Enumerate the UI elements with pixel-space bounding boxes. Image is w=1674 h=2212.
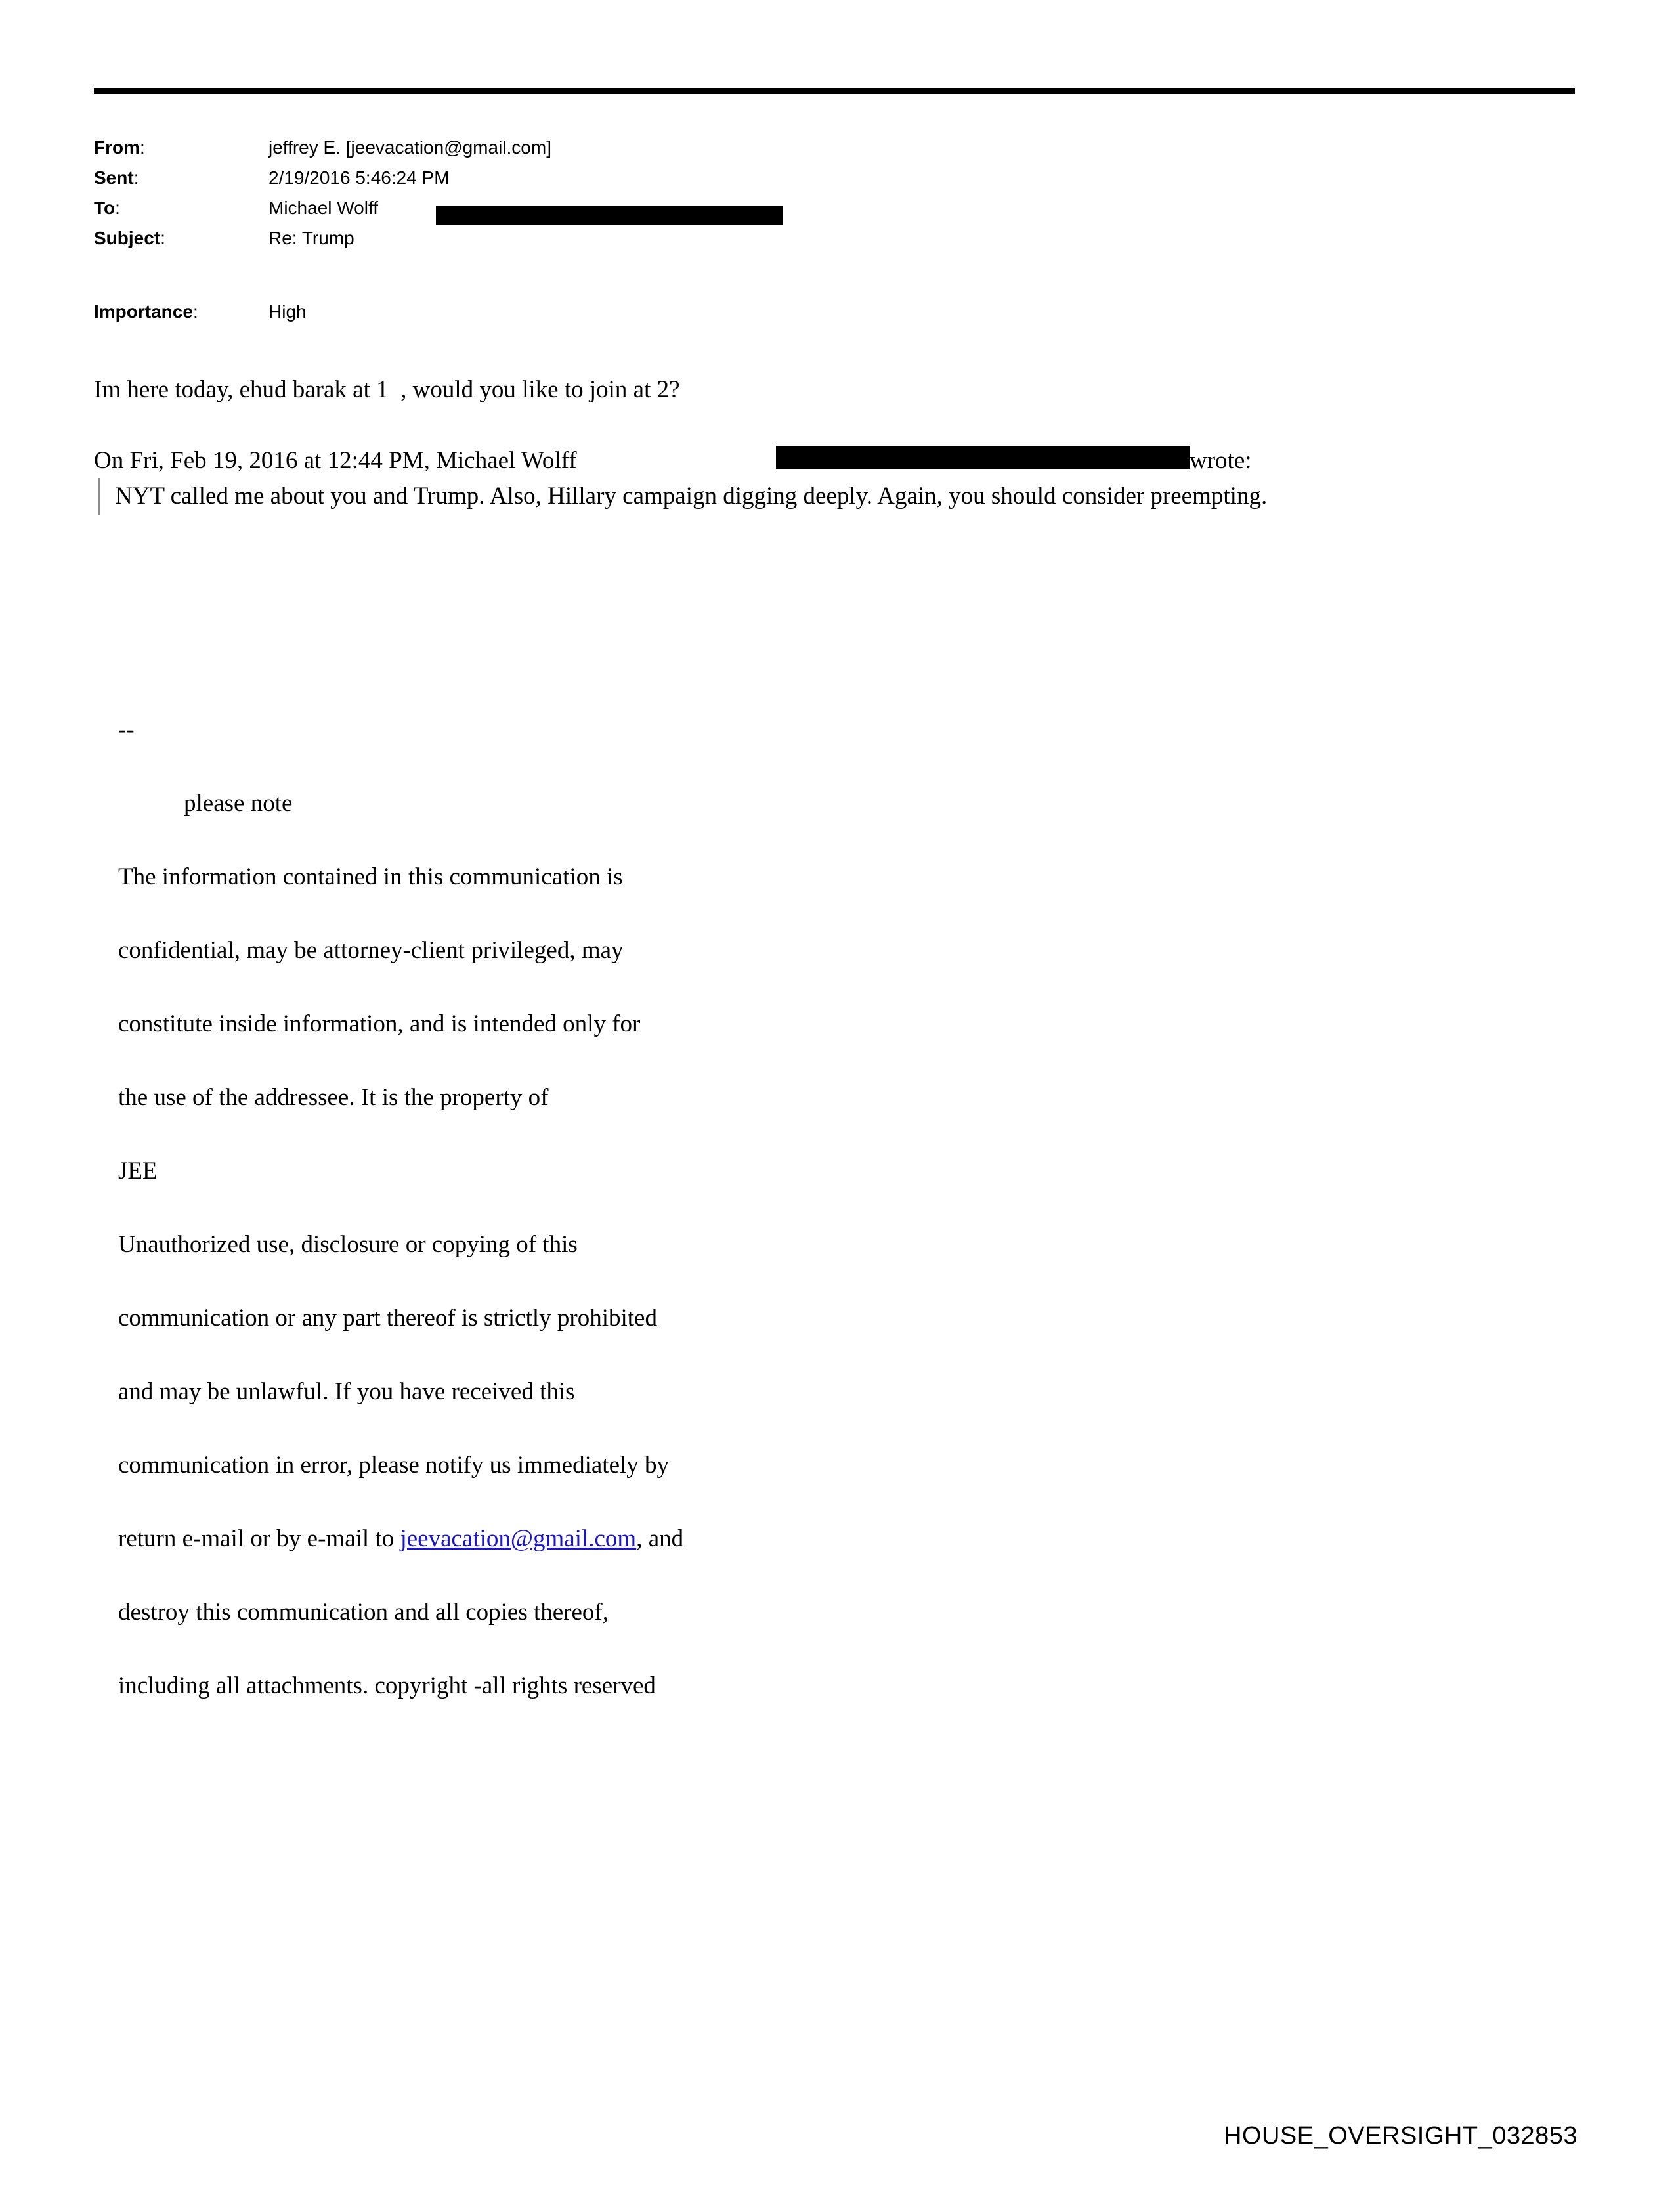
signature-closing-line-1: destroy this communication and all copies thereof, [118, 1599, 609, 1626]
quoted-message-block: NYT called me about you and Trump. Also, Hillary campaign digging deeply. Again, you should consider preempting. [98, 478, 1507, 515]
redaction-bar-quoted-sender [776, 446, 1190, 469]
header-row-sent [94, 163, 1407, 193]
body-greeting-line: Im here today, ehud barak at 1 , would you like to join at 2? [94, 376, 680, 403]
signature-closing-line-2: including all attachments. copyright -all rights reserved [118, 1672, 656, 1699]
header-label-sent: Sent: [94, 167, 139, 188]
quote-intro-line: On Fri, Feb 19, 2016 at 12:44 PM, Michael Wolff [94, 447, 577, 474]
signature-line-8: and may be unlawful. If you have received this [118, 1378, 575, 1405]
signature-line-5: JEE [118, 1158, 158, 1184]
signature-line-7: communication or any part thereof is strictly prohibited [118, 1305, 657, 1332]
signature-email-link[interactable]: jeevacation@gmail.com [400, 1525, 637, 1552]
signature-line-9: communication in error, please notify us immediately by [118, 1452, 670, 1479]
redaction-bar-to-address [436, 206, 783, 225]
header-value-subject: Re: Trump [268, 228, 354, 248]
signature-return-suffix: , and [636, 1525, 684, 1552]
header-label-from: From: [94, 137, 145, 158]
signature-line-6: Unauthorized use, disclosure or copying of this [118, 1231, 578, 1258]
bates-number: HOUSE_OVERSIGHT_032853 [1223, 2122, 1577, 2150]
header-value-to: Michael Wolff [268, 198, 379, 218]
header-rule [94, 88, 1575, 94]
header-value-from: jeffrey E. [jeevacation@gmail.com] [268, 137, 551, 158]
quote-intro-tail: wrote: [1190, 447, 1252, 474]
signature-line-2: confidential, may be attorney-client privileged, may [118, 937, 624, 964]
header-value-sent: 2/19/2016 5:46:24 PM [268, 167, 450, 188]
signature-line-3: constitute inside information, and is intended only for [118, 1010, 641, 1037]
signature-dashes: -- [118, 716, 135, 743]
header-row-subject [94, 223, 1407, 253]
header-label-importance: Importance: [94, 301, 198, 322]
header-label-to: To: [94, 198, 120, 218]
header-row-from [94, 133, 1407, 163]
header-label-subject: Subject: [94, 228, 165, 248]
signature-line-4: the use of the addressee. It is the property of [118, 1084, 549, 1111]
header-value-importance: High [268, 301, 307, 322]
signature-line-1: The information contained in this communication is [118, 863, 623, 890]
signature-block [94, 675, 683, 1741]
signature-return-prefix: return e-mail or by e-mail to [118, 1525, 400, 1552]
signature-please-note: please note [184, 790, 293, 817]
email-header [94, 133, 1407, 253]
